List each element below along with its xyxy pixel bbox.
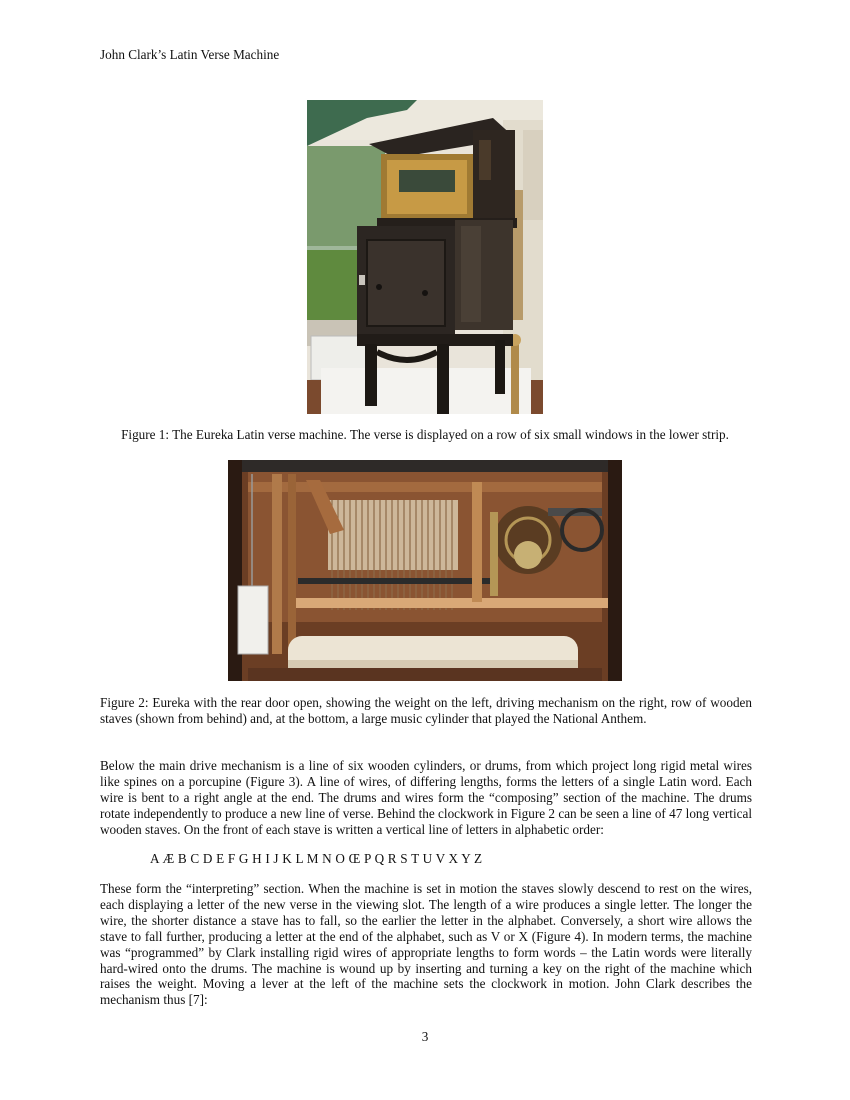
figure-1-caption: Figure 1: The Eureka Latin verse machine. The verse is displayed on a row of six small windows in the lower strip. xyxy=(121,427,729,442)
running-header: John Clark’s Latin Verse Machine xyxy=(100,47,280,62)
body-paragraph-2: These form the “interpreting” section. When the machine is set in motion the staves slowly descend to rest on the wires, each displaying a letter of the new verse in the viewing slot. The length of a wire produces a single letter. The longer the wire, the shorter distance a stave has to fall, so the earlier the letter in the alphabet. Conversely, a short wire allows the stave to fall further, producing a letter at the end of the alphabet, such as V or X (Figure 4). In modern terms, the machine was “programmed” by Clark installing rigid wires of appropriate lengths to form words – the Latin words were literally hard-wired onto the drums. The machine is wound up by inserting and turning a key on the right of the machine which raises the weight. Moving a lever at the left of the machine sets the clockwork in motion. John Clark describes the mechanism thus [7]: xyxy=(100,881,752,1008)
figure-2-caption: Figure 2: Eureka with the rear door open, showing the weight on the left, driving mechanism on the right, row of wooden staves (shown from behind) and, at the bottom, a large music cylinder that played the National Anthem. xyxy=(100,695,752,726)
figure-1-photo xyxy=(307,100,543,414)
stave-alphabet: A Æ B C D E F G H I J K L M N O Œ P Q R S T U V X Y Z xyxy=(150,851,483,866)
page-number: 3 xyxy=(421,1029,429,1044)
figure-2-photo xyxy=(228,460,622,681)
body-paragraph-1: Below the main drive mechanism is a line of six wooden cylinders, or drums, from which project long rigid metal wires like spines on a porcupine (Figure 3). A line of wires, of differing lengths, forms the letters of a single Latin word. Each wire is bent to a right angle at the end. The drums and wires form the “composing” section of the machine. The drums rotate independently to produce a new line of verse. Behind the clockwork in Figure 2 can be seen a line of 47 long vertical wooden staves. On the front of each stave is written a vertical line of letters in alphabetic order: xyxy=(100,758,752,837)
